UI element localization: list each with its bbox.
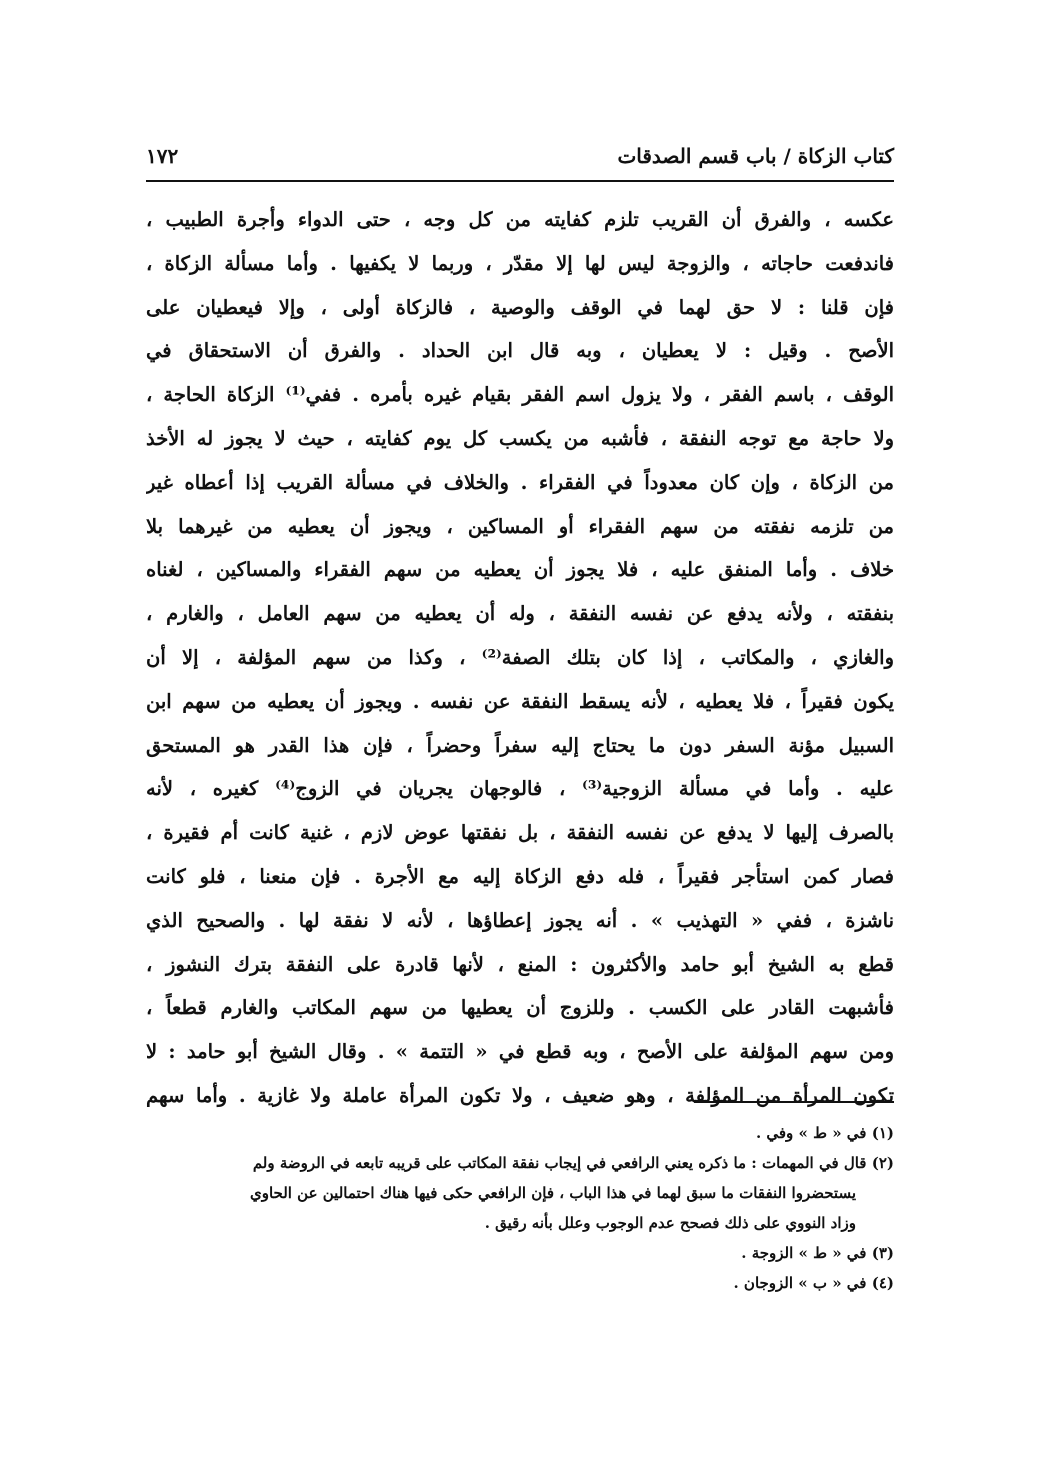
text-line: والغازي ، والمكاتب ، إذا كان بتلك الصفة⁽²⁾ ، وكذا من سهم المؤلفة ، إلا أن [146, 645, 894, 669]
header-divider [146, 180, 894, 182]
running-header [146, 140, 894, 180]
text-line: فإن قلنا : لا حق لهما في الوقف والوصية ، فالزكاة أولى ، وإلا فيعطيان على [146, 295, 894, 319]
text-line: عكسه ، والفرق أن القريب تلزم كفايته من كل وجه ، حتى الدواء وأجرة الطبيب ، [146, 208, 894, 231]
text-line: ولا حاجة مع توجه النفقة ، فأشبه من يكسب كل يوم كفايته ، حيث لا يجوز له الأخذ [146, 426, 894, 450]
footnote-text: في « ط » وفي . [755, 1124, 867, 1142]
text-line: ناشزة ، ففي « التهذيب » . أنه يجوز إعطاؤها ، لأنه لا نفقة لها . والصحيح الذي [146, 908, 894, 932]
text-line: الوقف ، باسم الفقر ، ولا يزول اسم الفقر بقيام غيره بأمره . ففي⁽¹⁾ الزكاة الحاجة ، [146, 383, 894, 407]
footnote-text: وزاد النووي على ذلك فصحح عدم الوجوب وعلل بأنه رقيق . [484, 1214, 856, 1232]
footnotes [146, 1118, 894, 1298]
footnote-text: في « ب » الزوجان . [733, 1274, 867, 1292]
main-text [146, 198, 894, 1118]
footnote-text: قال في المهمات : ما ذكره يعني الرافعي في إيجاب نفقة المكاتب على قريبه تابعه في الروضة ولم [252, 1154, 867, 1172]
text-line: فأشبهت القادر على الكسب . وللزوج أن يعطيها من سهم المكاتب والغارم قطعاً ، [146, 996, 894, 1020]
footnote-marker: (٣) [871, 1244, 894, 1262]
footnote-continuation [146, 1178, 894, 1208]
text-line: بنفقته ، ولأنه يدفع عن نفسه النفقة ، وله أن يعطيه من سهم العامل ، والغارم ، [146, 602, 894, 626]
header-title: كتاب الزكاة / باب قسم الصدقات [617, 144, 894, 168]
text-line: تكون المرأة من المؤلفة ، وهو ضعيف ، ولا تكون المرأة عاملة ولا غازية . وأما سهم [146, 1083, 894, 1107]
text-line: عليه . وأما في مسألة الزوجية⁽³⁾ ، فالوجهان يجريان في الزوج⁽⁴⁾ كغيره ، لأنه [146, 777, 894, 801]
text-line: يكون فقيراً ، فلا يعطيه ، لأنه يسقط النفقة عن نفسه . ويجوز أن يعطيه من سهم ابن [146, 689, 894, 713]
footnote-text: في « ط » الزوجة . [741, 1244, 867, 1262]
footnote [146, 1118, 894, 1148]
text-line: من الزكاة ، وإن كان معدوداً في الفقراء . والخلاف في مسألة القريب إذا أعطاه غير [146, 470, 894, 494]
footnote-continuation [146, 1208, 894, 1238]
text-line: بالصرف إليها لا يدفع عن نفسه النفقة ، بل نفقتها عوض لازم ، غنية كانت أم فقيرة ، [146, 821, 894, 845]
text-line: فاندفعت حاجاته ، والزوجة ليس لها إلا مقدّر ، وربما لا يكفيها . وأما مسألة الزكاة ، [146, 251, 894, 275]
page-number: ١٧٢ [146, 144, 179, 168]
text-line: من تلزمه نفقته من سهم الفقراء أو المساكين ، ويجوز أن يعطيه من غيرهما بلا [146, 514, 894, 538]
footnote [146, 1268, 894, 1298]
footnote [146, 1238, 894, 1268]
text-line: قطع به الشيخ أبو حامد والأكثرون : المنع ، لأنها قادرة على النفقة بترك النشوز ، [146, 952, 894, 976]
footnote-marker: (٢) [871, 1154, 894, 1172]
footnote-divider [694, 1101, 894, 1103]
text-line: السبيل مؤنة السفر دون ما يحتاج إليه سفراً وحضراً ، فإن هذا القدر هو المستحق [146, 733, 894, 757]
text-line: ومن سهم المؤلفة على الأصح ، وبه قطع في « التتمة » . وقال الشيخ أبو حامد : لا [146, 1040, 894, 1064]
text-line: الأصح . وقيل : لا يعطيان ، وبه قال ابن الحداد . والفرق أن الاستحقاق في [146, 339, 894, 363]
text-line: خلاف . وأما المنفق عليه ، فلا يجوز أن يعطيه من سهم الفقراء والمساكين ، لغناه [146, 558, 894, 582]
footnote-marker: (١) [871, 1124, 894, 1142]
footnote-marker: (٤) [871, 1274, 894, 1292]
footnote [146, 1148, 894, 1178]
footnote-text: يستحضروا النفقات ما سبق لهما في هذا الباب ، فإن الرافعي حكى فيها هناك احتمالين عن الحاوي [249, 1184, 856, 1202]
text-line: فصار كمن استأجر فقيراً ، فله دفع الزكاة إليه مع الأجرة . فإن منعنا ، فلو كانت [146, 864, 894, 888]
